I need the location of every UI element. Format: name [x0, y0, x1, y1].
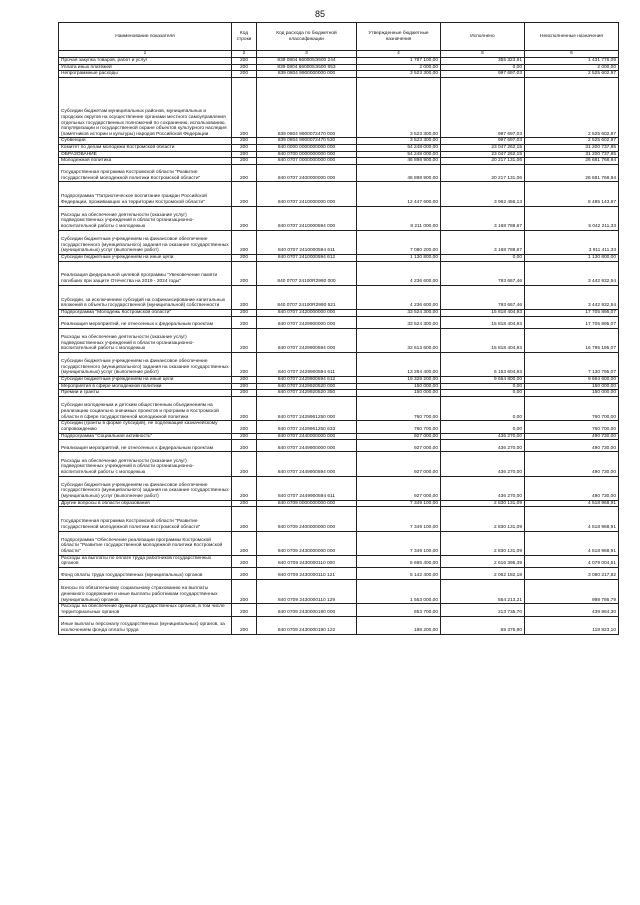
row-name: Субсидии бюджетным учреждениям на иные цели [59, 377, 232, 384]
row-name: Государственная программа Костромской области "Развитие государственной молодежной политики Костромской области" [59, 507, 232, 531]
row-executed: 793 667,46 [441, 261, 525, 285]
row-approved: 54 248 000,00 [357, 151, 441, 158]
header-executed: Исполнено [441, 23, 525, 51]
row-executed: 213 735,70 [441, 604, 525, 616]
row-remaining: 2 000,00 [525, 64, 619, 71]
row-approved: 6 695 400,00 [357, 555, 441, 567]
row-name: Подпрограмма "Обеспечение реализации программы Костромской области "Развитие государственной молодежной политики Костромской области" [59, 531, 232, 555]
row-line-code: 200 [232, 555, 257, 567]
row-approved: 2 000,00 [357, 64, 441, 71]
row-line-code: 200 [232, 309, 257, 316]
row-line-code: 200 [232, 206, 257, 230]
row-executed: 15 818 404,93 [441, 328, 525, 352]
column-number: 4 [357, 51, 441, 58]
row-expense-code: 840 0707 2400000000 000 [257, 165, 357, 182]
header-indicator-name: Наименование показателя [59, 23, 232, 51]
table-row [59, 158, 619, 165]
row-executed: 69 376,90 [441, 616, 525, 634]
row-executed: 15 818 404,93 [441, 316, 525, 328]
row-executed: 355 323,91 [441, 58, 525, 65]
row-expense-code: 840 0707 2449900000 000 [257, 440, 357, 452]
table-row [59, 580, 619, 604]
table-row [59, 616, 619, 634]
row-name: Субсидии бюджетным учреждениям на финансовое обеспечение государственного (муниципального) задания на оказание государственных (муниципальных) услуг (выполнение работ) [59, 476, 232, 500]
row-approved: 927 000,00 [357, 440, 441, 452]
row-line-code: 200 [232, 352, 257, 376]
row-remaining: 2 525 602,97 [525, 71, 619, 78]
row-expense-code: 840 0700 0000000000 000 [257, 151, 357, 158]
row-remaining: 4 518 968,91 [525, 507, 619, 531]
column-number: 1 [59, 51, 232, 58]
row-expense-code: 840 0709 2430000000 000 [257, 531, 357, 555]
row-executed: 0,00 [441, 64, 525, 71]
table-row [59, 151, 619, 158]
row-approved: 46 898 900,00 [357, 158, 441, 165]
row-executed: 9 664 800,00 [441, 377, 525, 384]
row-name: Реализация мероприятий, не отнесенных к федеральным проектам [59, 440, 232, 452]
row-name: Субсидии молодежным и детским общественным объединениям на реализацию социально значимых проектов и программ в Костромской области в сфере государственной молодежной политики [59, 397, 232, 421]
row-name: ОБРАЗОВАНИЕ [59, 151, 232, 158]
table-row [59, 230, 619, 254]
row-remaining: 1 431 776,09 [525, 58, 619, 65]
row-approved: 3 523 300,00 [357, 71, 441, 78]
row-name: Субсидии (гранты в форме субсидий), не подлежащие казначейскому сопровождению [59, 421, 232, 433]
row-expense-code: 840 0707 2429920520 350 [257, 390, 357, 397]
row-executed: 436 270,00 [441, 452, 525, 476]
row-expense-code: 840 0707 2410000594 612 [257, 254, 357, 261]
row-line-code: 200 [232, 151, 257, 158]
row-remaining: 1 130 800,00 [525, 254, 619, 261]
row-executed: 997 697,03 [441, 77, 525, 138]
table-row [59, 531, 619, 555]
row-line-code: 200 [232, 158, 257, 165]
row-line-code: 200 [232, 165, 257, 182]
row-name: Иные выплаты персоналу государственных (муниципальных) органов, за исключением фонда оплаты труда [59, 616, 232, 634]
row-name: Премии и гранты [59, 390, 232, 397]
row-line-code: 200 [232, 285, 257, 309]
row-name: Прочая закупка товаров, работ и услуг [59, 58, 232, 65]
row-name: Расходы на обеспечение функций государственных органов, в том числе территориальных органов [59, 604, 232, 616]
table-row [59, 71, 619, 78]
row-remaining: 490 730,00 [525, 440, 619, 452]
row-remaining: 31 200 737,85 [525, 151, 619, 158]
column-number: 2 [232, 51, 257, 58]
row-line-code: 200 [232, 390, 257, 397]
row-line-code: 200 [232, 254, 257, 261]
table-row [59, 145, 619, 152]
row-approved: 54 248 000,00 [357, 145, 441, 152]
row-executed: 997 697,03 [441, 71, 525, 78]
row-remaining: 16 795 195,07 [525, 328, 619, 352]
row-expense-code: 840 0707 2429900000 000 [257, 316, 357, 328]
row-remaining: 760 700,00 [525, 397, 619, 421]
row-executed: 997 697,03 [441, 138, 525, 145]
row-name: Субвенции [59, 138, 232, 145]
row-approved: 1 787 100,00 [357, 58, 441, 65]
row-expense-code: 840 0709 2430000110 121 [257, 568, 357, 580]
row-approved: 8 211 000,00 [357, 206, 441, 230]
row-expense-code: 840 0707 2449900594 000 [257, 452, 357, 476]
row-remaining: 31 200 737,85 [525, 145, 619, 152]
row-expense-code: 840 0707 2410000594 611 [257, 230, 357, 254]
row-expense-code: 840 0709 0000000000 000 [257, 500, 357, 507]
row-approved: 19 329 200,00 [357, 377, 441, 384]
column-number: 6 [525, 51, 619, 58]
row-line-code: 200 [232, 71, 257, 78]
row-approved: 7 080 200,00 [357, 230, 441, 254]
table-row [59, 383, 619, 390]
table-row [59, 285, 619, 309]
row-executed: 436 270,00 [441, 433, 525, 440]
row-executed: 0,00 [441, 254, 525, 261]
row-approved: 12 447 600,00 [357, 182, 441, 206]
row-line-code: 200 [232, 580, 257, 604]
row-approved: 13 284 400,00 [357, 352, 441, 376]
row-remaining: 4 079 004,61 [525, 555, 619, 567]
row-approved: 33 524 300,00 [357, 316, 441, 328]
row-expense-code: 839 0804 9900000000 000 [257, 71, 357, 78]
row-executed: 436 270,00 [441, 440, 525, 452]
row-line-code: 200 [232, 383, 257, 390]
row-approved: 46 898 900,00 [357, 165, 441, 182]
row-line-code: 200 [232, 476, 257, 500]
row-executed: 23 047 262,15 [441, 151, 525, 158]
table-row [59, 397, 619, 421]
row-name: Расходы на обеспечение деятельности (оказание услуг) подведомственных учреждений в области организационно-воспитательной работы с молодежью [59, 206, 232, 230]
header-remaining: Неисполненные назначения [525, 23, 619, 51]
row-approved: 5 142 400,00 [357, 568, 441, 580]
row-name: Реализация мероприятий, не отнесенных к федеральным проектам [59, 316, 232, 328]
row-approved: 4 236 600,00 [357, 261, 441, 285]
row-executed: 23 047 262,15 [441, 145, 525, 152]
row-expense-code: 840 0707 2410000000 000 [257, 182, 357, 206]
table-row [59, 58, 619, 65]
table-row [59, 604, 619, 616]
table-row [59, 507, 619, 531]
row-expense-code: 840 0709 2430000190 122 [257, 616, 357, 634]
table-row [59, 452, 619, 476]
row-approved: 4 236 600,00 [357, 285, 441, 309]
row-remaining: 7 130 795,07 [525, 352, 619, 376]
row-name: Непрограммные расходы [59, 71, 232, 78]
table-row [59, 64, 619, 71]
table-row [59, 206, 619, 230]
row-approved: 3 523 300,00 [357, 138, 441, 145]
row-remaining: 490 730,00 [525, 433, 619, 440]
row-remaining: 26 681 768,94 [525, 158, 619, 165]
row-remaining: 439 964,30 [525, 604, 619, 616]
row-remaining: 3 080 217,82 [525, 568, 619, 580]
page-number: 85 [314, 9, 325, 19]
row-line-code: 200 [232, 261, 257, 285]
row-expense-code: 840 0707 2429920520 000 [257, 383, 357, 390]
table-row [59, 77, 619, 138]
row-line-code: 200 [232, 58, 257, 65]
row-executed: 3 168 788,67 [441, 206, 525, 230]
row-line-code: 200 [232, 531, 257, 555]
row-approved: 188 200,00 [357, 616, 441, 634]
row-executed: 793 667,46 [441, 285, 525, 309]
table-body [59, 58, 619, 635]
row-name: Фонд оплаты труда государственных (муниципальных) органов [59, 568, 232, 580]
row-approved: 7 349 100,00 [357, 507, 441, 531]
table-row [59, 440, 619, 452]
table-row [59, 328, 619, 352]
row-name: Мероприятия в сфере молодежной политики [59, 383, 232, 390]
row-name: Подпрограмма "Патриотическое воспитание граждан Российской Федерации, проживающих на территории Костромской области" [59, 182, 232, 206]
table-row [59, 555, 619, 567]
row-line-code: 200 [232, 616, 257, 634]
row-remaining: 2 525 602,97 [525, 138, 619, 145]
row-line-code: 200 [232, 507, 257, 531]
row-remaining: 490 730,00 [525, 476, 619, 500]
row-expense-code: 840 0707 2449900594 611 [257, 476, 357, 500]
row-executed: 436 270,00 [441, 476, 525, 500]
row-executed: 554 213,21 [441, 580, 525, 604]
table-row [59, 352, 619, 376]
row-name: Молодежная политика [59, 158, 232, 165]
row-line-code: 200 [232, 182, 257, 206]
row-line-code: 200 [232, 138, 257, 145]
row-line-code: 200 [232, 421, 257, 433]
table-row [59, 568, 619, 580]
row-executed: 0,00 [441, 397, 525, 421]
row-name: Расходы на обеспечение деятельности (оказание услуг) подведомственных учреждений в области организационно-воспитательной работы с молодежью [59, 328, 232, 352]
row-approved: 760 700,00 [357, 397, 441, 421]
row-remaining: 26 681 768,94 [525, 165, 619, 182]
row-executed: 0,00 [441, 383, 525, 390]
row-line-code: 200 [232, 397, 257, 421]
table-row [59, 182, 619, 206]
row-executed: 2 616 395,39 [441, 555, 525, 567]
row-name: Другие вопросы в области образования [59, 500, 232, 507]
row-remaining: 118 823,10 [525, 616, 619, 634]
row-remaining: 17 705 895,07 [525, 316, 619, 328]
row-remaining: 2 525 602,97 [525, 77, 619, 138]
column-number: 5 [441, 51, 525, 58]
table-row [59, 261, 619, 285]
header-expense-code: Код расхода по бюджетной классификации [257, 23, 357, 51]
row-approved: 7 349 100,00 [357, 531, 441, 555]
row-remaining: 998 786,79 [525, 580, 619, 604]
row-executed: 2 830 131,09 [441, 500, 525, 507]
row-expense-code: 840 0707 2429900594 611 [257, 352, 357, 376]
row-line-code: 200 [232, 64, 257, 71]
table-row [59, 421, 619, 433]
row-expense-code: 840 0707 2440000000 000 [257, 433, 357, 440]
row-remaining: 4 518 968,91 [525, 531, 619, 555]
row-expense-code: 840 0709 2430000110 129 [257, 580, 357, 604]
row-expense-code: 840 0707 2429961250 633 [257, 421, 357, 433]
row-executed: 20 217 131,06 [441, 158, 525, 165]
row-expense-code: 840 0709 2400000000 000 [257, 507, 357, 531]
row-executed: 0,00 [441, 421, 525, 433]
row-remaining: 150 000,00 [525, 390, 619, 397]
row-executed: 6 153 604,93 [441, 352, 525, 376]
row-line-code: 200 [232, 440, 257, 452]
row-approved: 927 000,00 [357, 452, 441, 476]
row-executed: 2 830 131,09 [441, 531, 525, 555]
row-approved: 3 523 300,00 [357, 77, 441, 138]
row-approved: 653 700,00 [357, 604, 441, 616]
table-header-row [59, 23, 619, 51]
row-line-code: 200 [232, 452, 257, 476]
row-approved: 150 000,00 [357, 383, 441, 390]
row-executed: 2 062 182,18 [441, 568, 525, 580]
row-line-code: 200 [232, 77, 257, 138]
row-approved: 32 613 600,00 [357, 328, 441, 352]
row-approved: 1 130 800,00 [357, 254, 441, 261]
row-line-code: 200 [232, 500, 257, 507]
row-remaining: 760 700,00 [525, 421, 619, 433]
row-expense-code: 839 0804 9900072470 000 [257, 77, 357, 138]
row-expense-code: 840 0707 2429961250 000 [257, 397, 357, 421]
table-row [59, 309, 619, 316]
row-remaining: 150 000,00 [525, 383, 619, 390]
row-name: Государственная программа Костромской области "Развитие государственной молодежной политики Костромской области" [59, 165, 232, 182]
row-name: Уплата иных платежей [59, 64, 232, 71]
row-expense-code: 840 0707 2420000000 000 [257, 309, 357, 316]
table-row [59, 254, 619, 261]
row-line-code: 200 [232, 604, 257, 616]
row-approved: 150 000,00 [357, 390, 441, 397]
row-line-code: 200 [232, 145, 257, 152]
row-approved: 1 553 000,00 [357, 580, 441, 604]
row-expense-code: 840 0707 24100R2990 000 [257, 261, 357, 285]
row-executed: 20 217 131,06 [441, 165, 525, 182]
row-remaining: 17 705 895,07 [525, 309, 619, 316]
row-executed: 15 818 404,93 [441, 309, 525, 316]
row-executed: 3 168 788,67 [441, 230, 525, 254]
table-row [59, 377, 619, 384]
table-row [59, 433, 619, 440]
table-row [59, 316, 619, 328]
header-approved: Утвержденные бюджетные назначения [357, 23, 441, 51]
row-name: Подпрограмма "Молодежь Костромской области" [59, 309, 232, 316]
table-row [59, 476, 619, 500]
row-name: Подпрограмма "Социальная активность" [59, 433, 232, 440]
row-line-code: 200 [232, 316, 257, 328]
table-row [59, 500, 619, 507]
row-name: Субсидии бюджетным учреждениям на финансовое обеспечение государственного (муниципального) задания на оказание государственных (муниципальных) услуг (выполнение работ) [59, 352, 232, 376]
table-row [59, 138, 619, 145]
row-executed: 3 962 456,13 [441, 182, 525, 206]
row-line-code: 200 [232, 328, 257, 352]
row-expense-code: 840 0707 0000000000 000 [257, 158, 357, 165]
column-number-row [59, 51, 619, 58]
row-approved: 33 524 300,00 [357, 309, 441, 316]
row-name: Взносы по обязательному социальному страхованию на выплаты денежного содержания и иные выплаты работникам государственных (муниципальных) органов [59, 580, 232, 604]
row-remaining: 4 518 968,91 [525, 500, 619, 507]
table-row [59, 390, 619, 397]
row-remaining: 3 442 932,54 [525, 285, 619, 309]
budget-execution-table [58, 22, 619, 635]
row-name: Субсидии бюджетам муниципальных районов, муниципальных и городских округов на осуществление органами местного самоуправления отдельных государственных полномочий по сохранению, использованию, популяризации и государственной охране объектов культурного наследия (памятников истории и культуры) народов Российской Федерации [59, 77, 232, 138]
row-remaining: 3 442 932,54 [525, 261, 619, 285]
row-name: Субсидии бюджетным учреждениям на иные цели [59, 254, 232, 261]
row-name: Субсидии бюджетным учреждениям на финансовое обеспечение государственного (муниципального) задания на оказание государственных (муниципальных) услуг (выполнение работ) [59, 230, 232, 254]
row-name: Реализация федеральной целевой программы "Увековечение памяти погибших при защите Отечества на 2019 - 2024 годы" [59, 261, 232, 285]
row-executed: 0,00 [441, 390, 525, 397]
row-name: Субсидии, за исключением субсидий на софинансирование капитальных вложений в объекты государственной (муниципальной) собственности [59, 285, 232, 309]
row-executed: 2 830 131,09 [441, 507, 525, 531]
row-expense-code: 840 0707 24100R2990 521 [257, 285, 357, 309]
row-name: Комитет по делам молодежи Костромской области [59, 145, 232, 152]
row-expense-code: 840 0707 2410000594 000 [257, 206, 357, 230]
row-remaining: 3 911 411,33 [525, 230, 619, 254]
table-row [59, 165, 619, 182]
row-expense-code: 840 0707 2429900594 612 [257, 377, 357, 384]
row-expense-code: 840 0707 2429900594 000 [257, 328, 357, 352]
row-approved: 927 000,00 [357, 433, 441, 440]
row-line-code: 200 [232, 230, 257, 254]
row-name: Расходы на выплаты по оплате труда работников государственных органов [59, 555, 232, 567]
row-remaining: 490 730,00 [525, 452, 619, 476]
row-approved: 760 700,00 [357, 421, 441, 433]
row-remaining: 9 664 600,00 [525, 377, 619, 384]
row-approved: 927 000,00 [357, 476, 441, 500]
row-line-code: 200 [232, 433, 257, 440]
row-remaining: 8 485 143,87 [525, 182, 619, 206]
row-name: Расходы на обеспечение деятельности (оказание услуг) подведомственных учреждений в области организационно-воспитательной работы с молодежью [59, 452, 232, 476]
row-approved: 7 349 100,00 [357, 500, 441, 507]
row-line-code: 200 [232, 568, 257, 580]
row-expense-code: 839 0804 9900072470 530 [257, 138, 357, 145]
row-expense-code: 840 0709 2430000110 000 [257, 555, 357, 567]
row-line-code: 200 [232, 377, 257, 384]
row-expense-code: 840 0709 2430000190 000 [257, 604, 357, 616]
row-expense-code: 839 0804 660005Э500 244 [257, 58, 357, 65]
column-number: 3 [257, 51, 357, 58]
row-expense-code: 839 0804 660005Э500 853 [257, 64, 357, 71]
row-remaining: 5 042 211,33 [525, 206, 619, 230]
header-line-code: Код строки [232, 23, 257, 51]
row-expense-code: 840 0000 0000000000 000 [257, 145, 357, 152]
